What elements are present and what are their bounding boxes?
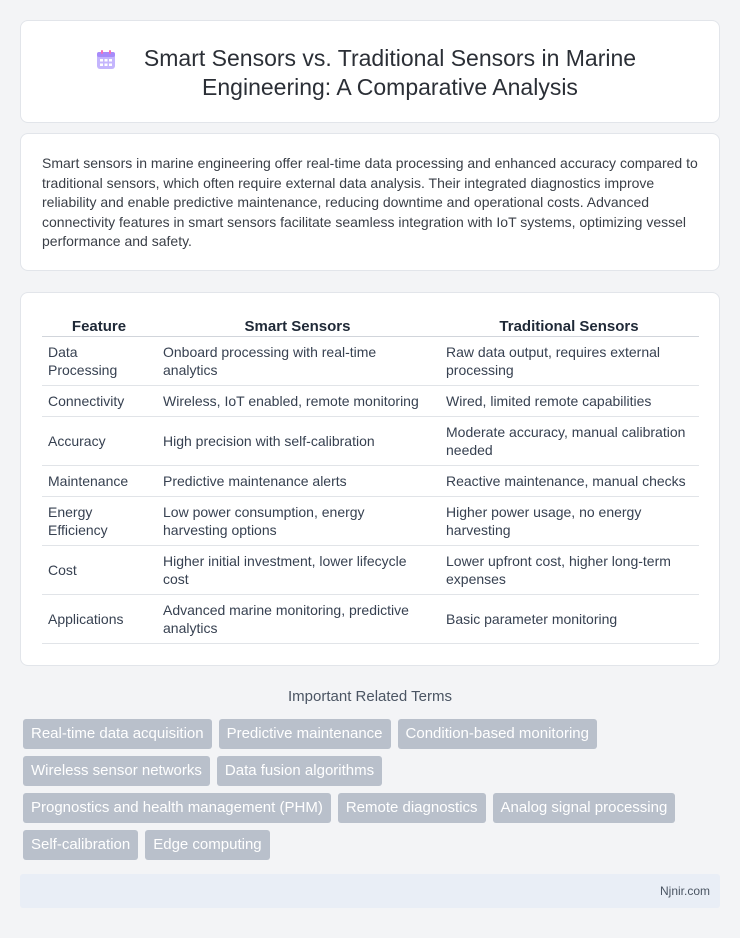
related-term-tag[interactable]: Real-time data acquisition (23, 719, 212, 749)
table-cell-feature: Data Processing (42, 337, 156, 386)
table-cell-feature: Cost (42, 546, 156, 595)
tag-row (23, 793, 723, 823)
table-cell-traditional: Moderate accuracy, manual calibration needed (439, 417, 699, 466)
tag-row (23, 719, 723, 749)
table-cell-traditional: Raw data output, requires external processing (439, 337, 699, 386)
table-cell-smart: Wireless, IoT enabled, remote monitoring (156, 386, 439, 417)
table-row (42, 466, 699, 497)
column-header-smart: Smart Sensors (156, 317, 439, 337)
table-cell-smart: High precision with self-calibration (156, 417, 439, 466)
related-terms-heading: Important Related Terms (288, 688, 452, 705)
tag-row (23, 830, 723, 860)
comparison-table-card (20, 292, 720, 666)
related-term-tag[interactable]: Data fusion algorithms (217, 756, 382, 786)
column-header-traditional: Traditional Sensors (439, 317, 699, 337)
table-cell-smart: Onboard processing with real-time analytics (156, 337, 439, 386)
table-cell-feature: Maintenance (42, 466, 156, 497)
table-row (42, 386, 699, 417)
table-cell-feature: Connectivity (42, 386, 156, 417)
tag-row (23, 756, 723, 786)
related-term-tag[interactable]: Analog signal processing (493, 793, 676, 823)
table-cell-traditional: Lower upfront cost, higher long-term expenses (439, 546, 699, 595)
related-term-tag[interactable]: Remote diagnostics (338, 793, 486, 823)
footer (20, 874, 720, 908)
comparison-table (42, 317, 699, 644)
table-cell-smart: Low power consumption, energy harvesting options (156, 497, 439, 546)
table-cell-smart: Higher initial investment, lower lifecycle cost (156, 546, 439, 595)
related-term-tag[interactable]: Edge computing (145, 830, 269, 860)
summary-text: Smart sensors in marine engineering offer real-time data processing and enhanced accuracy compared to traditional sensors, which often require external data analysis. Their integrated diagnostics improve reliability and enable predictive maintenance, reducing downtime and operational costs. Advanced connectivity features in smart sensors facilitate seamless integration with IoT systems, optimizing vessel performance and safety. (42, 155, 698, 249)
related-terms-list (23, 719, 723, 867)
table-cell-traditional: Wired, limited remote capabilities (439, 386, 699, 417)
summary-card (20, 133, 720, 271)
table-cell-smart: Advanced marine monitoring, predictive analytics (156, 595, 439, 644)
column-header-feature: Feature (42, 317, 156, 337)
footer-site-link[interactable]: Njnir.com (659, 884, 710, 898)
page-title-line-2: Engineering: A Comparative Analysis (202, 74, 578, 100)
table-cell-smart: Predictive maintenance alerts (156, 466, 439, 497)
related-term-tag[interactable]: Self-calibration (23, 830, 138, 860)
table-cell-feature: Energy Efficiency (42, 497, 156, 546)
page-title (21, 44, 719, 102)
related-term-tag[interactable]: Condition-based monitoring (398, 719, 597, 749)
related-term-tag[interactable]: Wireless sensor networks (23, 756, 210, 786)
table-cell-feature: Applications (42, 595, 156, 644)
related-term-tag[interactable]: Prognostics and health management (PHM) (23, 793, 331, 823)
page-title-line-1: Smart Sensors vs. Traditional Sensors in Marine (143, 45, 637, 71)
table-cell-feature: Accuracy (42, 417, 156, 466)
table-header-row (42, 317, 699, 337)
table-cell-traditional: Reactive maintenance, manual checks (439, 466, 699, 497)
table-row (42, 497, 699, 546)
title-card (20, 20, 720, 123)
table-row (42, 337, 699, 386)
table-cell-traditional: Basic parameter monitoring (439, 595, 699, 644)
related-term-tag[interactable]: Predictive maintenance (219, 719, 391, 749)
table-row (42, 546, 699, 595)
table-row (42, 595, 699, 644)
table-cell-traditional: Higher power usage, no energy harvesting (439, 497, 699, 546)
table-row (42, 417, 699, 466)
